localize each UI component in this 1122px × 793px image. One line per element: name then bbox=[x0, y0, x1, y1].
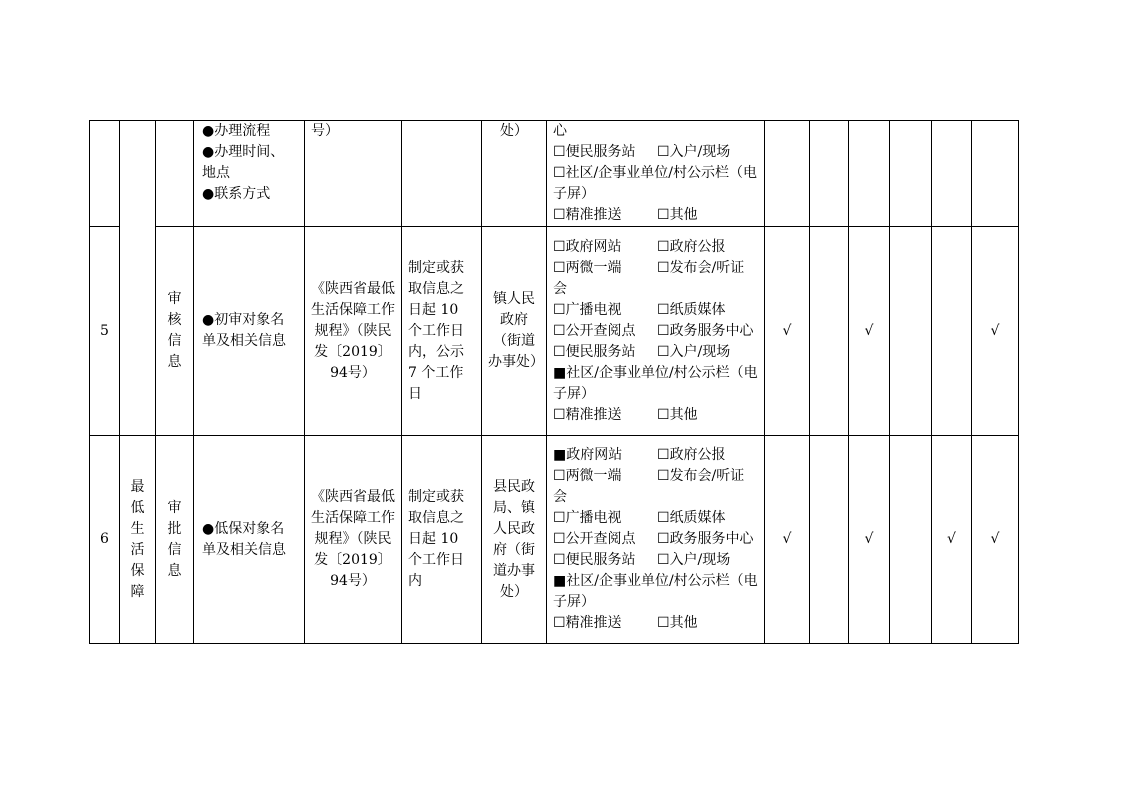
tick-cell bbox=[810, 121, 849, 227]
channel-option: ☐入户/现场 bbox=[657, 552, 731, 568]
channel-option: ■政府网站 bbox=[553, 447, 623, 463]
channel-option: ☐入户/现场 bbox=[657, 144, 731, 160]
tick-cell bbox=[972, 121, 1019, 227]
table-row bbox=[90, 121, 1019, 227]
channel-option: ☐两微一端 bbox=[553, 259, 622, 276]
tick-cell: √ bbox=[849, 436, 890, 644]
tick-cell bbox=[932, 227, 972, 436]
row-number: 6 bbox=[90, 436, 120, 644]
tick-cell bbox=[890, 436, 932, 644]
category-cell: 最低生活保障 bbox=[120, 436, 156, 644]
row-number: 5 bbox=[90, 227, 120, 436]
channel-option: ☐便民服务站 bbox=[553, 144, 636, 160]
channel-option: ☐纸质媒体 bbox=[657, 301, 726, 318]
channel-option: ☐便民服务站 bbox=[553, 343, 636, 360]
channels-cell bbox=[547, 436, 765, 644]
items-cell bbox=[194, 121, 305, 227]
channel-option: ☐政务服务中心 bbox=[657, 531, 754, 547]
tick-cell: √ bbox=[765, 436, 810, 644]
tick-cell: √ bbox=[972, 436, 1019, 644]
tick-cell: √ bbox=[765, 227, 810, 436]
channel-option: ☐政务服务中心 bbox=[657, 322, 754, 339]
channel-option: ☐广播电视 bbox=[553, 301, 622, 318]
channel-option: ☐其他 bbox=[657, 207, 698, 223]
tick-cell bbox=[810, 436, 849, 644]
channel-option: ☐政府公报 bbox=[657, 447, 726, 463]
tick-cell bbox=[890, 227, 932, 436]
time-limit-cell: 制定或获取信息之日起 10 个工作日内 bbox=[402, 436, 482, 644]
tick-cell bbox=[849, 121, 890, 227]
channel-option: ■社区/企事业单位/村公示栏（电子屏） bbox=[553, 364, 758, 402]
table-row bbox=[90, 436, 1019, 644]
tick-cell bbox=[810, 227, 849, 436]
items-cell bbox=[194, 436, 305, 644]
time-limit-cell: 制定或获取信息之日起 10 个工作日内，公示 7 个工作日 bbox=[402, 227, 482, 436]
item-text: ●联系方式 bbox=[202, 186, 271, 202]
item-text: ●初审对象名单及相关信息 bbox=[202, 312, 286, 349]
basis-cell: 号） bbox=[305, 121, 402, 227]
channel-option: ☐社区/企事业单位/村公示栏（电子屏） bbox=[553, 165, 757, 202]
time-limit-cell bbox=[402, 121, 482, 227]
item-text: ●低保对象名单及相关信息 bbox=[202, 520, 286, 558]
subject-cell: 镇人民政府（街道办事处） bbox=[482, 227, 547, 436]
tick-cell: √ bbox=[849, 227, 890, 436]
channel-option: ☐其他 bbox=[657, 615, 698, 631]
channels-cell bbox=[547, 227, 765, 436]
category-cell bbox=[120, 121, 156, 436]
channel-option: ☐精准推送 bbox=[553, 406, 622, 423]
subject-cell: 处） bbox=[482, 121, 547, 227]
table-row bbox=[90, 227, 1019, 436]
channel-option: ☐精准推送 bbox=[553, 207, 622, 223]
channel-option: ☐两微一端 bbox=[553, 468, 622, 484]
row-number bbox=[90, 121, 120, 227]
tick-cell: √ bbox=[932, 436, 972, 644]
channels-cell bbox=[547, 121, 765, 227]
subcategory-cell bbox=[156, 121, 194, 227]
basis-cell: 《陕西省最低生活保障工作规程》（陕民发〔2019〕94号） bbox=[305, 227, 402, 436]
channel-option: ☐便民服务站 bbox=[553, 552, 636, 568]
channel-option: ■社区/企事业单位/村公示栏（电子屏） bbox=[553, 573, 758, 610]
channel-option: ☐发布会/听证会 bbox=[553, 259, 745, 297]
item-text: ●办理流程 bbox=[202, 123, 271, 139]
basis-cell: 《陕西省最低生活保障工作规程》（陕民发〔2019〕94号） bbox=[305, 436, 402, 644]
subcategory-cell: 审核信息 bbox=[156, 227, 194, 436]
channel-option: ☐广播电视 bbox=[553, 510, 622, 526]
channel-option: ☐公开查阅点 bbox=[553, 531, 636, 547]
channel-text: 心 bbox=[553, 123, 567, 139]
channel-option: ☐其他 bbox=[657, 406, 698, 423]
tick-cell: √ bbox=[972, 227, 1019, 436]
channel-option: ☐公开查阅点 bbox=[553, 322, 636, 339]
items-cell bbox=[194, 227, 305, 436]
channel-option: ☐政府网站 bbox=[553, 238, 622, 255]
channel-option: ☐发布会/听证会 bbox=[553, 468, 745, 505]
tick-cell bbox=[890, 121, 932, 227]
subcategory-cell: 审批信息 bbox=[156, 436, 194, 644]
subject-cell: 县民政局、镇人民政府（街道办事处） bbox=[482, 436, 547, 644]
channel-option: ☐入户/现场 bbox=[657, 343, 731, 360]
channel-option: ☐精准推送 bbox=[553, 615, 622, 631]
item-text: ●办理时间、地点 bbox=[202, 144, 285, 181]
channel-option: ☐政府公报 bbox=[657, 238, 726, 255]
tick-cell bbox=[765, 121, 810, 227]
channel-option: ☐纸质媒体 bbox=[657, 510, 726, 526]
disclosure-table bbox=[89, 120, 1019, 644]
tick-cell bbox=[932, 121, 972, 227]
